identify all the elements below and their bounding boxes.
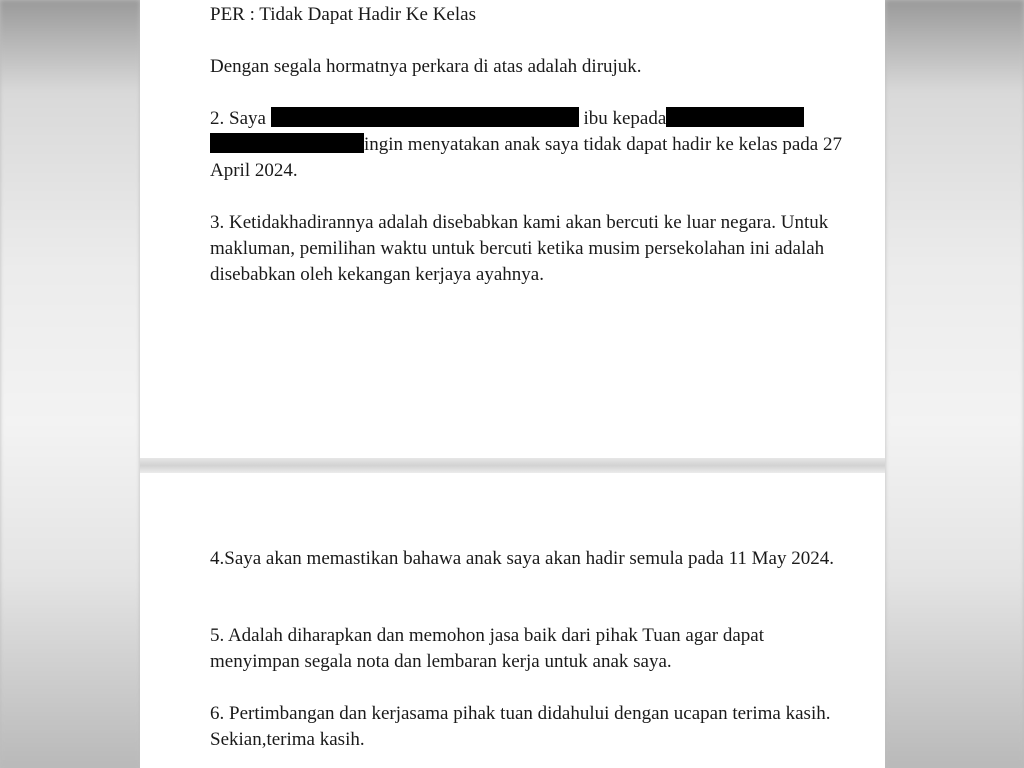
paragraph-2-lead: 2. Saya [210,108,266,129]
blurred-backdrop-left [0,0,140,768]
redaction-bar [271,107,579,127]
paragraph-5: 5. Adalah diharapkan dan memohon jasa baik dari pihak Tuan agar dapat menyimpan segala nota dan lembaran kerja untuk anak saya. [210,625,765,672]
paragraph-2 [210,106,850,184]
document-page-1 [140,0,885,458]
redaction-bar [666,107,804,127]
subject-line: PER : Tidak Dapat Hadir Ke Kelas [210,4,476,25]
blurred-backdrop-right [885,0,1024,768]
paragraph-6: 6. Pertimbangan dan kerjasama pihak tuan didahului dengan ucapan terima kasih. Sekian,terima kasih. [210,703,831,750]
paragraph-2-tail: ingin menyatakan anak saya tidak dapat hadir ke kelas pada 27 April 2024. [210,134,842,181]
paragraph-4: 4.Saya akan memastikan bahawa anak saya akan hadir semula pada 11 May 2024. [210,548,834,569]
page-separator [140,458,885,473]
paragraph-3: 3. Ketidakhadirannya adalah disebabkan kami akan bercuti ke luar negara. Untuk makluman, pemilihan waktu untuk bercuti ketika musim persekolahan ini adalah disebabkan oleh kekangan kerjaya ayahnya. [210,212,829,285]
opening-paragraph: Dengan segala hormatnya perkara di atas adalah dirujuk. [210,56,642,77]
paragraph-2-mid: ibu kepada [583,108,667,129]
redaction-bar [210,133,364,153]
document-page-2 [140,473,885,768]
